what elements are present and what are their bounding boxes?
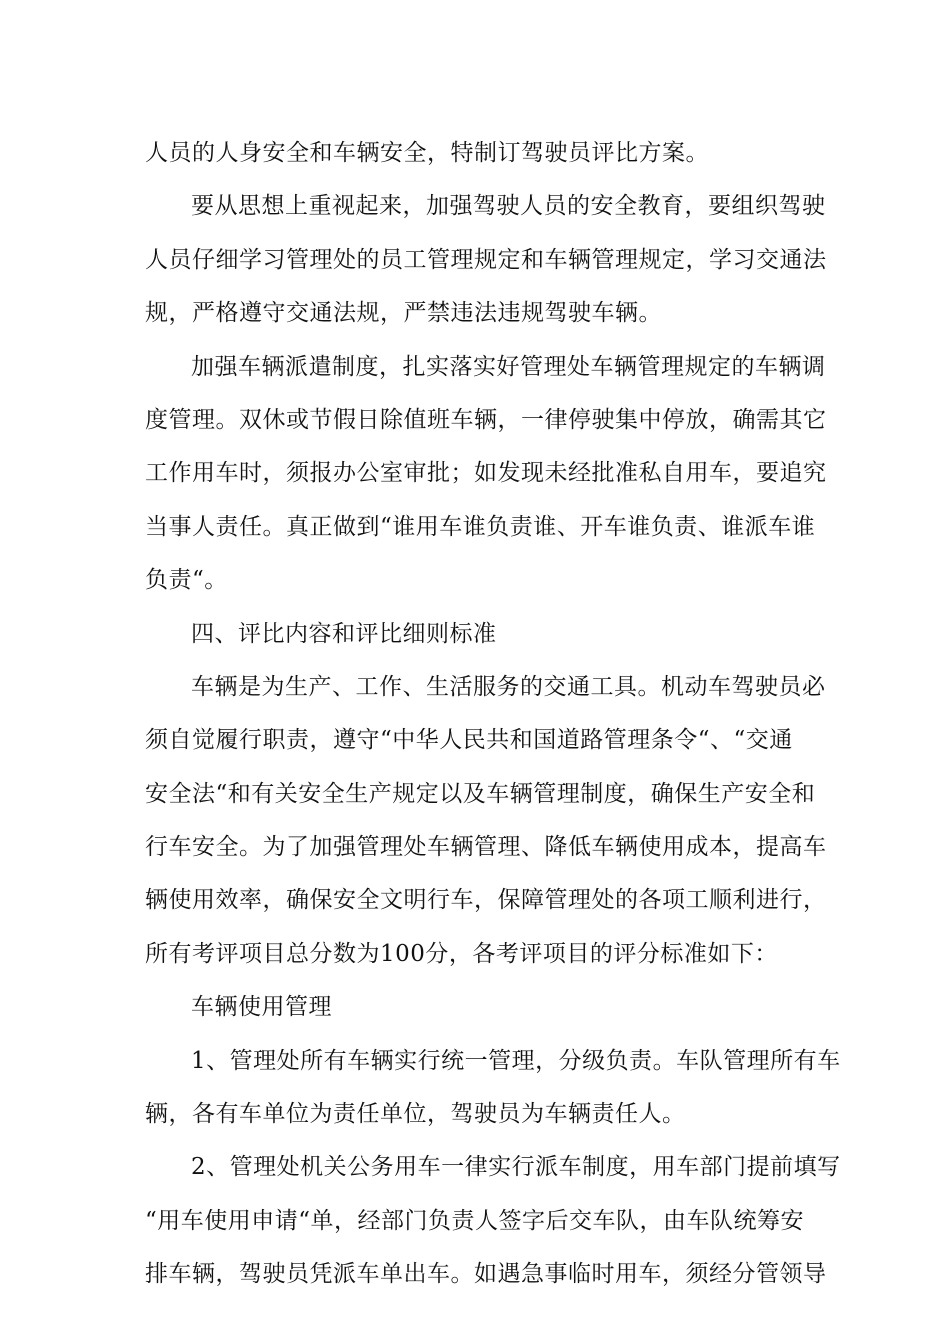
text-line: 人员仔细学习管理处的员工管理规定和车辆管理规定，学习交通法	[145, 246, 827, 273]
text-line: 当事人责任。真正做到“谁用车谁负责谁、开车谁负责、谁派车谁	[145, 513, 816, 540]
text-line: 排车辆，驾驶员凭派车单出车。如遇急事临时用车，须经分管领导	[145, 1261, 827, 1288]
text-line: 2、管理处机关公务用车一律实行派车制度，用车部门提前填写	[191, 1154, 841, 1181]
document-body	[145, 127, 841, 1302]
text-line: 工作用车时，须报办公室审批；如发现未经批准私自用车，要追究	[145, 460, 827, 487]
text-line: 1、管理处所有车辆实行统一管理，分级负责。车队管理所有车	[191, 1047, 841, 1074]
text-line: “用车使用申请“单，经部门负责人签字后交车队，由车队统筹安	[145, 1207, 805, 1234]
subsection-heading: 车辆使用管理	[191, 994, 332, 1021]
text-line: 负责“。	[145, 567, 228, 594]
text-line: 人员的人身安全和车辆安全，特制订驾驶员评比方案。	[145, 140, 709, 166]
text-line: 车辆是为生产、工作、生活服务的交通工具。机动车驾驶员必	[191, 673, 826, 700]
text-line: 所有考评项目总分数为100分，各考评项目的评分标准如下：	[145, 940, 778, 967]
text-line: 辆，各有车单位为责任单位，驾驶员为车辆责任人。	[145, 1101, 686, 1128]
text-line: 规，严格遵守交通法规，严禁违法违规驾驶车辆。	[145, 300, 662, 327]
text-line: 加强车辆派遣制度，扎实落实好管理处车辆管理规定的车辆调	[191, 353, 826, 380]
text-line: 辆使用效率，确保安全文明行车，保障管理处的各项工顺利进行，	[145, 887, 827, 914]
text-line: 度管理。双休或节假日除值班车辆，一律停驶集中停放，确需其它	[145, 406, 827, 433]
text-line: 行车安全。为了加强管理处车辆管理、降低车辆使用成本，提高车	[145, 834, 827, 861]
text-line: 须自觉履行职责，遵守“中华人民共和国道路管理条令“、“交通	[145, 727, 793, 754]
text-line: 要从思想上重视起来，加强驾驶人员的安全教育，要组织驾驶	[191, 193, 826, 220]
section-heading: 四、评比内容和评比细则标准	[191, 620, 497, 647]
text-line: 安全法“和有关安全生产规定以及车辆管理制度，确保生产安全和	[145, 780, 816, 807]
